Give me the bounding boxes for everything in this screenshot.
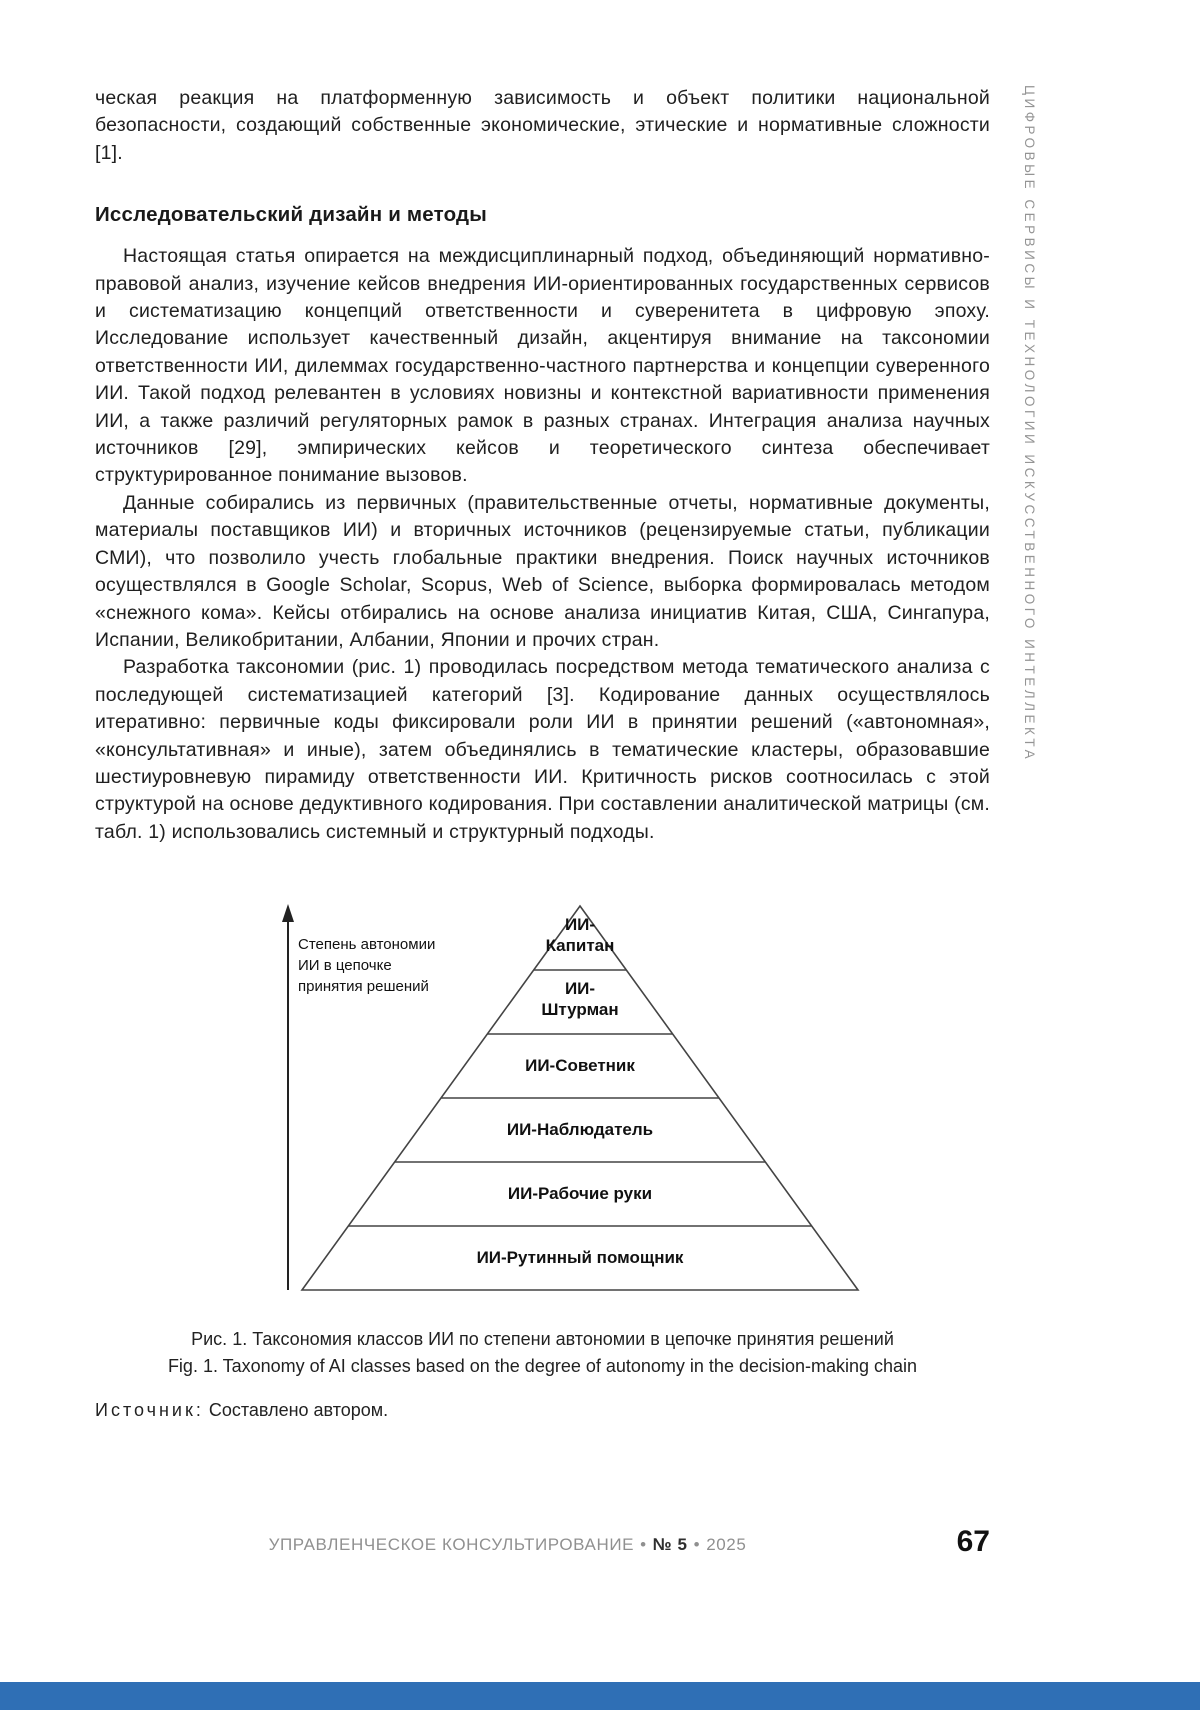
figure-pyramid (240, 898, 880, 1298)
issue-year: 2025 (706, 1535, 747, 1554)
section-vertical-title: ЦИФРОВЫЕ СЕРВИСЫ И ТЕХНОЛОГИИ ИСКУССТВЕННОГО ИНТЕЛЛЕКТА (1022, 85, 1037, 763)
pyramid-level-navigator: ИИ-Штурман (541, 979, 619, 1020)
paragraph-continuation: ческая реакция на платформенную зависимость и объект политики национальной безопасности, создающий собственные экономические, этические и нормативные сложности [1]. (95, 87, 990, 164)
pyramid-level-observer: ИИ-Наблюдатель (506, 1120, 654, 1140)
page-footer (95, 1525, 990, 1569)
section-heading: Исследовательский дизайн и методы (95, 203, 487, 227)
axis-label: Степень автономии ИИ в цепочке принятия решений (298, 936, 436, 996)
pyramid-level-captain: ИИ-Капитан (545, 915, 615, 956)
pyramid-level-advisor: ИИ-Советник (525, 1056, 635, 1076)
article-content (95, 85, 990, 1421)
figure-source (95, 1400, 990, 1421)
footer-separator: • (640, 1535, 647, 1554)
journal-footer-line (95, 1535, 920, 1555)
source-text: Составлено автором. (208, 1400, 389, 1421)
bottom-color-bar (0, 1682, 1200, 1710)
pyramid-level-working-hands: ИИ-Рабочие руки (507, 1184, 653, 1204)
figure-caption-ru: Рис. 1. Таксономия классов ИИ по степени автономии в цепочке принятия решений (191, 1329, 894, 1350)
paragraph-methods-2: Данные собирались из первичных (правительственные отчеты, нормативные документы, материалы поставщиков ИИ) и вторичных источников (рецензируемые статьи, публикации СМИ), что позволило учесть глобальные практики внедрения. Поиск научных источников осуществлялся в Google Scholar, Scopus, Web of Science, выборка формировалась методом «снежного кома». Кейсы отбирались на основе анализа инициатив Китая, США, Сингапура, Испании, Великобритании, Албании, Японии и прочих стран. (95, 491, 990, 651)
autonomy-axis-arrow (282, 904, 294, 1290)
paragraph-methods-3: Разработка таксономии (рис. 1) проводилась посредством метода тематического анализа с последующей систематизацией категорий [3]. Кодирование данных осуществлялось итеративно: первичные коды фиксировали роли ИИ в принятии решений («автономная», «консультативная» и иные), затем объединялись в тематические кластеры, образовавшие шестиуровневую пирамиду ответственности ИИ. Критичность рисков соотносилась с этой структурой на основе дедуктивного кодирования. При составлении аналитической матрицы (см. табл. 1) использовались системный и структурный подходы. (95, 656, 990, 843)
source-label: Источник: (95, 1400, 204, 1421)
issue-number: № 5 (652, 1535, 688, 1554)
journal-title: УПРАВЛЕНЧЕСКОЕ КОНСУЛЬТИРОВАНИЕ (268, 1535, 635, 1554)
pyramid-level-routine-assistant: ИИ-Рутинный помощник (476, 1248, 684, 1268)
figure-caption-en: Fig. 1. Taxonomy of AI classes based on the degree of autonomy in the decision-making chain (167, 1356, 918, 1377)
figure-caption (95, 1326, 990, 1380)
paragraph-methods-1: Настоящая статья опирается на междисциплинарный подход, объединяющий нормативно-правовой анализ, изучение кейсов внедрения ИИ-ориентированных государственных сервисов и систематизацию концепций ответственности и суверенитета в цифровую эпоху. Исследование использует качественный дизайн, акцентируя внимание на таксономии ответственности ИИ, дилеммах государственно-частного партнерства и концепции суверенного ИИ. Такой подход релевантен в условиях новизны и контекстной вариативности применения ИИ, а также различий регуляторных рамок в разных странах. Интеграция анализа научных источников [29], эмпирических кейсов и теоретического синтеза обеспечивает структурированное понимание вызовов. (95, 245, 990, 487)
page-number: 67 (956, 1525, 990, 1558)
footer-separator: • (693, 1535, 701, 1554)
